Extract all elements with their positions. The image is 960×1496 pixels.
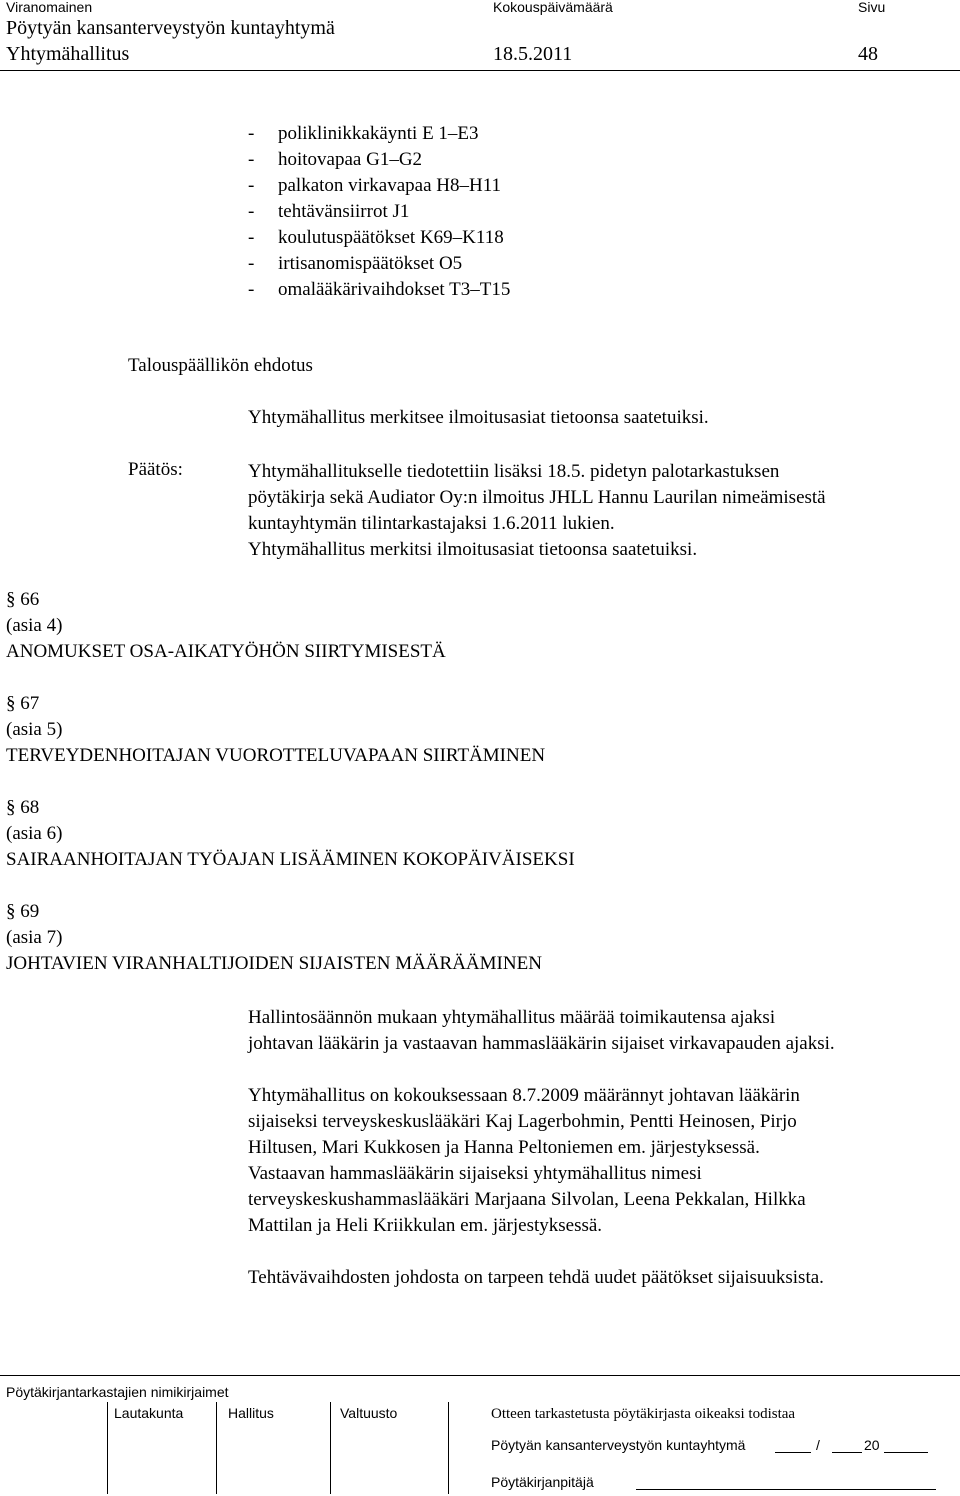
paragraph-line: Yhtymähallitus on kokouksessaan 8.7.2009 määrännyt johtavan lääkärin	[248, 1085, 800, 1106]
list-dash: -	[248, 279, 255, 300]
list-dash: -	[248, 123, 255, 144]
footer-slash: /	[816, 1437, 820, 1453]
section-number: § 66	[6, 589, 40, 610]
paragraph-line: sijaiseksi terveyskeskuslääkäri Kaj Lagerbohmin, Pentti Heinosen, Pirjo	[248, 1111, 797, 1132]
decision-line: kuntayhtymän tilintarkastajaksi 1.6.2011 lukien.	[248, 513, 615, 534]
list-dash: -	[248, 201, 255, 222]
body-paragraph	[248, 1005, 835, 1057]
section-asia: (asia 5)	[6, 719, 63, 740]
section-title: SAIRAANHOITAJAN TYÖAJAN LISÄÄMINEN KOKOPÄIVÄISEKSI	[6, 849, 575, 870]
section-asia: (asia 7)	[6, 927, 63, 948]
footer-col-hallitus: Hallitus	[228, 1405, 274, 1421]
decision-line: Yhtymähallitus merkitsi ilmoitusasiat tietoonsa saatetuiksi.	[248, 539, 698, 560]
list-text: tehtävänsiirrot J1	[278, 201, 410, 222]
list-dash: -	[248, 175, 255, 196]
list-dash: -	[248, 253, 255, 274]
list-text: palkaton virkavapaa H8–H11	[278, 175, 501, 196]
proposal-text: Yhtymähallitus merkitsee ilmoitusasiat tietoonsa saatetuiksi.	[248, 407, 709, 428]
footer-signature-line	[832, 1452, 862, 1453]
section-asia: (asia 6)	[6, 823, 63, 844]
list-text: omalääkärivaihdokset T3–T15	[278, 279, 511, 300]
list-text: irtisanomispäätökset O5	[278, 253, 463, 274]
footer-divider	[0, 1375, 960, 1376]
footer-column-divider	[216, 1402, 217, 1494]
header-body-name: Yhtymähallitus	[6, 43, 130, 65]
footer-keeper-label: Pöytäkirjanpitäjä	[491, 1474, 594, 1490]
footer-col-lautakunta: Lautakunta	[114, 1405, 184, 1421]
paragraph-line: johtavan lääkärin ja vastaavan hammaslääkärin sijaiset virkavapauden ajaksi.	[248, 1033, 835, 1054]
footer-initials-heading: Pöytäkirjantarkastajien nimikirjaimet	[6, 1384, 229, 1400]
section-number: § 67	[6, 693, 40, 714]
paragraph-line: Hiltusen, Mari Kukkosen ja Hanna Peltoniemen em. järjestyksessä.	[248, 1137, 760, 1158]
paragraph-line: Mattilan ja Heli Kriikkulan em. järjestyksessä.	[248, 1215, 603, 1236]
header-label-authority: Viranomainen	[6, 0, 93, 15]
footer-signature-line	[775, 1452, 811, 1453]
header-label-meeting-date: Kokouspäivämäärä	[493, 0, 613, 15]
section-number: § 69	[6, 901, 40, 922]
header-page-number: 48	[858, 43, 878, 65]
header-meeting-date: 18.5.2011	[493, 43, 573, 65]
header-divider	[0, 70, 960, 71]
section-title: ANOMUKSET OSA-AIKATYÖHÖN SIIRTYMISESTÄ	[6, 641, 446, 662]
decision-text	[248, 459, 826, 563]
list-dash: -	[248, 227, 255, 248]
footer-column-divider	[448, 1402, 449, 1494]
footer-organization: Pöytyän kansanterveystyön kuntayhtymä	[491, 1437, 746, 1453]
footer-signature-line	[884, 1452, 928, 1453]
footer-col-valtuusto: Valtuusto	[340, 1405, 398, 1421]
section-asia: (asia 4)	[6, 615, 63, 636]
decision-label: Päätös:	[128, 459, 183, 480]
section-number: § 68	[6, 797, 40, 818]
paragraph-line: terveyskeskushammaslääkäri Marjaana Silvolan, Leena Pekkalan, Hilkka	[248, 1189, 806, 1210]
section-title: TERVEYDENHOITAJAN VUOROTTELUVAPAAN SIIRTÄMINEN	[6, 745, 546, 766]
proposal-heading: Talouspäällikön ehdotus	[128, 355, 313, 376]
list-text: koulutuspäätökset K69–K118	[278, 227, 504, 248]
list-dash: -	[248, 149, 255, 170]
paragraph-line: Tehtävävaihdosten johdosta on tarpeen tehdä uudet päätökset sijaisuuksista.	[248, 1267, 824, 1288]
body-paragraph	[248, 1265, 824, 1291]
decision-line: pöytäkirja sekä Audiator Oy:n ilmoitus JHLL Hannu Laurilan nimeämisestä	[248, 487, 826, 508]
footer-column-divider	[107, 1402, 108, 1494]
body-paragraph	[248, 1083, 806, 1239]
footer-column-divider	[330, 1402, 331, 1494]
header-label-page: Sivu	[858, 0, 886, 15]
footer-year: 20	[864, 1437, 880, 1453]
paragraph-line: Hallintosäännön mukaan yhtymähallitus määrää toimikautensa ajaksi	[248, 1007, 776, 1028]
decision-line: Yhtymähallitukselle tiedotettiin lisäksi 18.5. pidetyn palotarkastuksen	[248, 461, 780, 482]
section-title: JOHTAVIEN VIRANHALTIJOIDEN SIJAISTEN MÄÄRÄÄMINEN	[6, 953, 542, 974]
paragraph-line: Vastaavan hammaslääkärin sijaiseksi yhtymähallitus nimesi	[248, 1163, 702, 1184]
list-text: poliklinikkakäynti E 1–E3	[278, 123, 479, 144]
header-organization: Pöytyän kansanterveystyön kuntayhtymä	[6, 17, 335, 39]
footer-certify-text: Otteen tarkastetusta pöytäkirjasta oikeaksi todistaa	[491, 1406, 796, 1422]
list-text: hoitovapaa G1–G2	[278, 149, 423, 170]
footer-keeper-signature-line	[636, 1489, 936, 1490]
